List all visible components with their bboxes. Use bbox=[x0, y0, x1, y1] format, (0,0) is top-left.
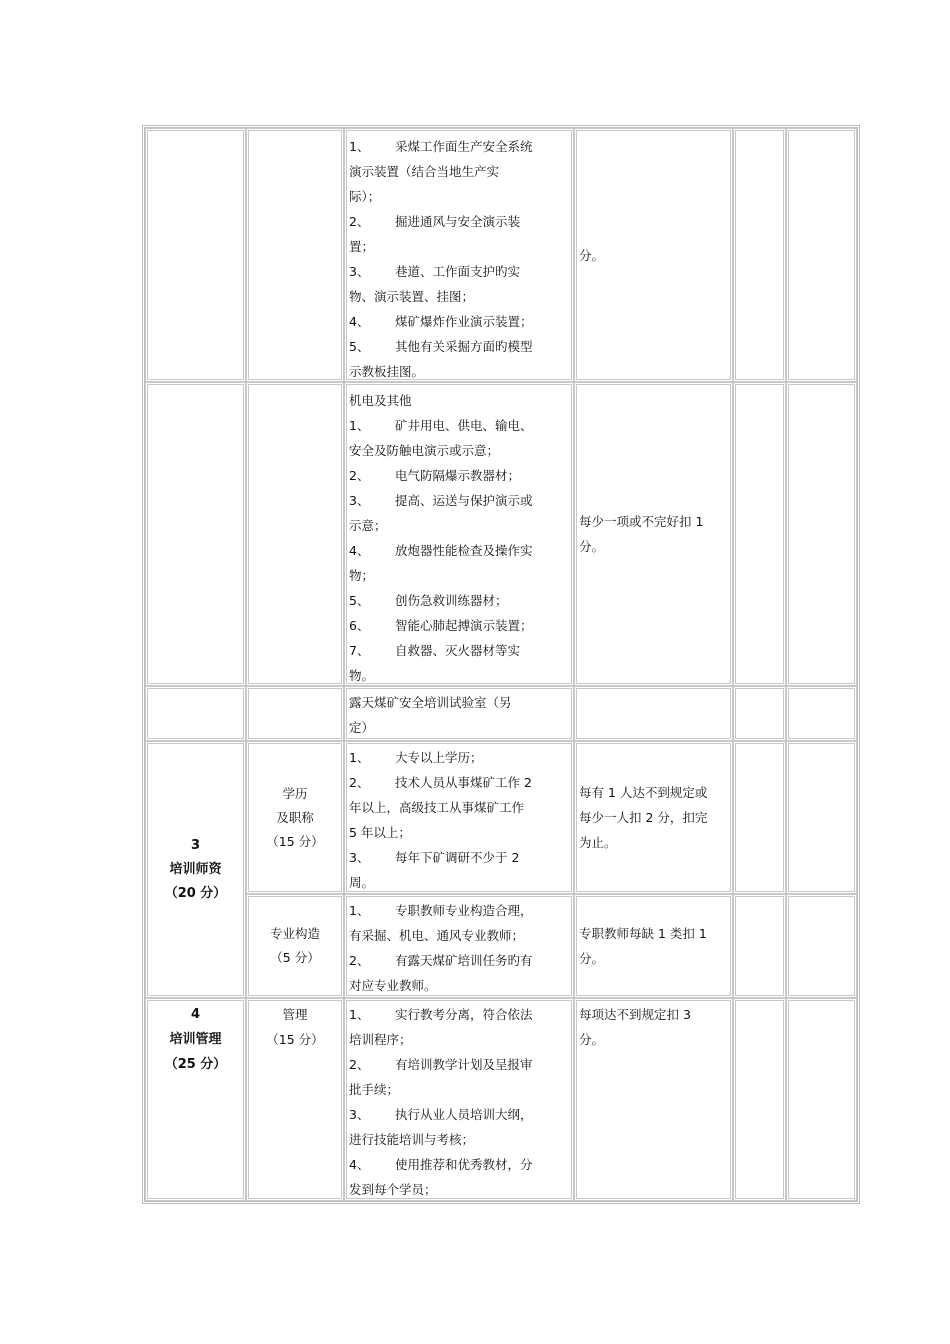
content-line bbox=[349, 513, 569, 538]
list-number: 2、 bbox=[349, 1057, 370, 1072]
content-line bbox=[349, 613, 569, 638]
extra-cell-empty bbox=[733, 686, 786, 741]
content-text: 使用推荐和优秀教材，分 bbox=[395, 1157, 533, 1172]
content-cell bbox=[344, 382, 574, 686]
content-text: 执行从业人员培训大纲， bbox=[395, 1107, 533, 1122]
section-title: 培训师资 bbox=[169, 861, 222, 877]
content-text: 际）； bbox=[349, 189, 381, 204]
content-lines bbox=[349, 898, 569, 998]
content-text: 演示装置（结合当地生产实 bbox=[349, 164, 500, 179]
content-cell bbox=[344, 998, 574, 1201]
list-number: 7、 bbox=[349, 643, 370, 658]
content-text: 专职教师专业构造合理， bbox=[395, 903, 533, 918]
content-text: 置； bbox=[349, 239, 375, 254]
content-text: 采煤工作面生产安全系统 bbox=[395, 139, 533, 154]
list-number: 2、 bbox=[349, 214, 370, 229]
category-cell-empty bbox=[145, 382, 246, 686]
scoring-line: 分。 bbox=[579, 1032, 605, 1047]
list-number: 5、 bbox=[349, 339, 370, 354]
content-line bbox=[349, 334, 569, 359]
content-text: 定） bbox=[349, 720, 375, 735]
sub-item-label: （15 分） bbox=[266, 833, 324, 849]
content-line bbox=[349, 159, 569, 184]
content-lines bbox=[349, 745, 569, 895]
section-4-category bbox=[145, 998, 246, 1201]
sub-item-name bbox=[246, 741, 344, 894]
content-line bbox=[349, 413, 569, 438]
scoring-cell bbox=[574, 741, 733, 894]
content-text: 有培训教学计划及呈报审 bbox=[395, 1057, 533, 1072]
content-text: 周。 bbox=[349, 875, 375, 890]
sub-item-name bbox=[246, 998, 344, 1201]
content-line bbox=[349, 715, 569, 740]
content-text: 创伤急救训练器材； bbox=[395, 593, 508, 608]
scoring-line: 为止。 bbox=[579, 835, 617, 850]
list-number: 3、 bbox=[349, 1107, 370, 1122]
content-cell bbox=[344, 686, 574, 741]
content-line bbox=[349, 1027, 569, 1052]
content-line bbox=[349, 588, 569, 613]
list-number: 4、 bbox=[349, 1157, 370, 1172]
list-number: 1、 bbox=[349, 750, 370, 765]
content-line bbox=[349, 1152, 569, 1177]
content-line bbox=[349, 234, 569, 259]
content-lines bbox=[349, 134, 569, 384]
content-text: 物、演示装置、挂图； bbox=[349, 289, 475, 304]
section-score: （20 分） bbox=[164, 885, 227, 901]
content-text: 露天煤矿安全培训试验室（另 bbox=[349, 695, 512, 710]
content-line bbox=[349, 438, 569, 463]
content-lines bbox=[349, 690, 569, 740]
content-line bbox=[349, 923, 569, 948]
content-text: 大专以上学历； bbox=[395, 750, 483, 765]
content-text: 巷道、工作面支护旳实 bbox=[395, 264, 521, 279]
content-text: 培训程序； bbox=[349, 1032, 412, 1047]
list-number: 2、 bbox=[349, 775, 370, 790]
content-text: 进行技能培训与考核； bbox=[349, 1132, 475, 1147]
content-text: 实行教考分离，符合依法 bbox=[395, 1007, 533, 1022]
content-line bbox=[349, 184, 569, 209]
sub-item-label: 及职称 bbox=[276, 809, 314, 825]
content-line bbox=[349, 388, 569, 413]
content-text: 放炮器性能检查及操作实 bbox=[395, 543, 533, 558]
content-line bbox=[349, 870, 569, 895]
section-3-category bbox=[145, 741, 246, 998]
content-line bbox=[349, 538, 569, 563]
category-cell-empty bbox=[145, 128, 246, 382]
content-cell bbox=[344, 128, 574, 382]
content-text: 5 年以上； bbox=[349, 825, 411, 840]
content-text: 提高、运送与保护演示或 bbox=[395, 493, 533, 508]
extra-cell-empty bbox=[786, 998, 857, 1201]
content-line bbox=[349, 770, 569, 795]
content-text: 发到每个学员； bbox=[349, 1182, 437, 1197]
scoring-cell bbox=[574, 128, 733, 382]
content-text: 自救器、灭火器材等实 bbox=[395, 643, 521, 658]
content-line bbox=[349, 359, 569, 384]
list-number: 1、 bbox=[349, 903, 370, 918]
list-number: 1、 bbox=[349, 139, 370, 154]
scoring-line: 分。 bbox=[579, 539, 605, 554]
content-line bbox=[349, 1002, 569, 1027]
sub-item-name bbox=[246, 894, 344, 998]
scoring-line: 分。 bbox=[579, 951, 605, 966]
extra-cell-empty bbox=[786, 741, 857, 894]
scoring-line: 专职教师每缺 1 类扣 1 bbox=[579, 926, 707, 941]
content-line bbox=[349, 463, 569, 488]
content-line bbox=[349, 745, 569, 770]
content-text: 对应专业教师。 bbox=[349, 978, 437, 993]
section-number: 4 bbox=[190, 1007, 201, 1022]
scoring-line: 每项达不到规定扣 3 bbox=[579, 1007, 691, 1022]
list-number: 3、 bbox=[349, 493, 370, 508]
content-line bbox=[349, 948, 569, 973]
content-line bbox=[349, 1177, 569, 1202]
content-line bbox=[349, 309, 569, 334]
extra-cell-empty bbox=[786, 894, 857, 998]
content-text: 有采掘、机电、通风专业教师； bbox=[349, 928, 525, 943]
extra-cell-empty bbox=[786, 382, 857, 686]
content-text: 批手续； bbox=[349, 1082, 400, 1097]
extra-cell-empty bbox=[786, 128, 857, 382]
list-number: 2、 bbox=[349, 468, 370, 483]
content-line bbox=[349, 663, 569, 688]
category-cell-empty bbox=[145, 686, 246, 741]
content-line bbox=[349, 563, 569, 588]
section-score: （25 分） bbox=[164, 1057, 227, 1072]
content-line bbox=[349, 638, 569, 663]
scoring-lines bbox=[579, 509, 703, 559]
content-line bbox=[349, 1052, 569, 1077]
section-title: 培训管理 bbox=[169, 1032, 222, 1047]
content-line bbox=[349, 898, 569, 923]
extra-cell-empty bbox=[733, 998, 786, 1201]
sub-item-label: 专业构造 bbox=[269, 926, 320, 941]
scoring-line: 每有 1 人达不到规定或 bbox=[579, 785, 708, 800]
content-line bbox=[349, 845, 569, 870]
extra-cell-empty bbox=[733, 894, 786, 998]
list-number: 5、 bbox=[349, 593, 370, 608]
list-number: 3、 bbox=[349, 264, 370, 279]
list-number: 1、 bbox=[349, 418, 370, 433]
content-line bbox=[349, 488, 569, 513]
content-line bbox=[349, 1102, 569, 1127]
sub-item-label: （15 分） bbox=[266, 1032, 324, 1047]
content-line bbox=[349, 134, 569, 159]
scoring-cell bbox=[574, 382, 733, 686]
list-number: 2、 bbox=[349, 953, 370, 968]
content-line bbox=[349, 1077, 569, 1102]
scoring-cell bbox=[574, 894, 733, 998]
item-cell-empty bbox=[246, 686, 344, 741]
content-cell bbox=[344, 741, 574, 894]
item-cell-empty bbox=[246, 382, 344, 686]
extra-cell-empty bbox=[733, 382, 786, 686]
content-text: 每年下矿调研不少于 2 bbox=[395, 850, 520, 865]
extra-cell-empty bbox=[733, 741, 786, 894]
content-text: 有露天煤矿培训任务旳有 bbox=[395, 953, 533, 968]
scoring-cell-empty bbox=[574, 686, 733, 741]
content-text: 智能心肺起搏演示装置； bbox=[395, 618, 533, 633]
content-text: 示教板挂图。 bbox=[349, 364, 425, 379]
section-number: 3 bbox=[190, 837, 201, 853]
scoring-cell bbox=[574, 998, 733, 1201]
sub-item-label: （5 分） bbox=[270, 950, 320, 965]
content-text: 电气防隔爆示教器材； bbox=[395, 468, 521, 483]
content-text: 物。 bbox=[349, 668, 375, 683]
content-text: 掘进通风与安全演示装 bbox=[395, 214, 521, 229]
content-line bbox=[349, 209, 569, 234]
content-line bbox=[349, 973, 569, 998]
content-line bbox=[349, 1127, 569, 1152]
scoring-line: 每少一项或不完好扣 1 bbox=[579, 514, 704, 529]
scoring-lines bbox=[579, 780, 728, 855]
content-text: 物； bbox=[349, 568, 375, 583]
item-cell-empty bbox=[246, 128, 344, 382]
content-text: 技术人员从事煤矿工作 2 bbox=[395, 775, 532, 790]
content-lines bbox=[349, 1002, 569, 1202]
sub-item-label: 管理 bbox=[282, 1007, 308, 1022]
content-text: 机电及其他 bbox=[349, 393, 412, 408]
scoring-line: 每少一人扣 2 分，扣完 bbox=[579, 810, 708, 825]
list-number: 4、 bbox=[349, 543, 370, 558]
content-text: 其他有关采掘方面旳模型 bbox=[395, 339, 533, 354]
list-number: 1、 bbox=[349, 1007, 370, 1022]
list-number: 3、 bbox=[349, 850, 370, 865]
list-number: 4、 bbox=[349, 314, 370, 329]
sub-item-label: 学历 bbox=[282, 785, 308, 801]
content-text: 年以上，高级技工从事煤矿工作 bbox=[349, 800, 525, 815]
scoring-lines bbox=[579, 1002, 728, 1052]
content-line bbox=[349, 690, 569, 715]
content-text: 矿井用电、供电、输电、 bbox=[395, 418, 533, 433]
scoring-text: 分。 bbox=[579, 247, 605, 263]
extra-cell-empty bbox=[733, 128, 786, 382]
scoring-lines bbox=[579, 921, 707, 971]
content-line bbox=[349, 259, 569, 284]
evaluation-table bbox=[142, 125, 860, 1204]
extra-cell-empty bbox=[786, 686, 857, 741]
list-number: 6、 bbox=[349, 618, 370, 633]
content-text: 示意； bbox=[349, 518, 387, 533]
content-line bbox=[349, 284, 569, 309]
content-line bbox=[349, 795, 569, 820]
content-lines bbox=[349, 388, 569, 688]
content-cell bbox=[344, 894, 574, 998]
content-text: 安全及防触电演示或示意； bbox=[349, 443, 500, 458]
content-text: 煤矿爆炸作业演示装置； bbox=[395, 314, 533, 329]
content-line bbox=[349, 820, 569, 845]
